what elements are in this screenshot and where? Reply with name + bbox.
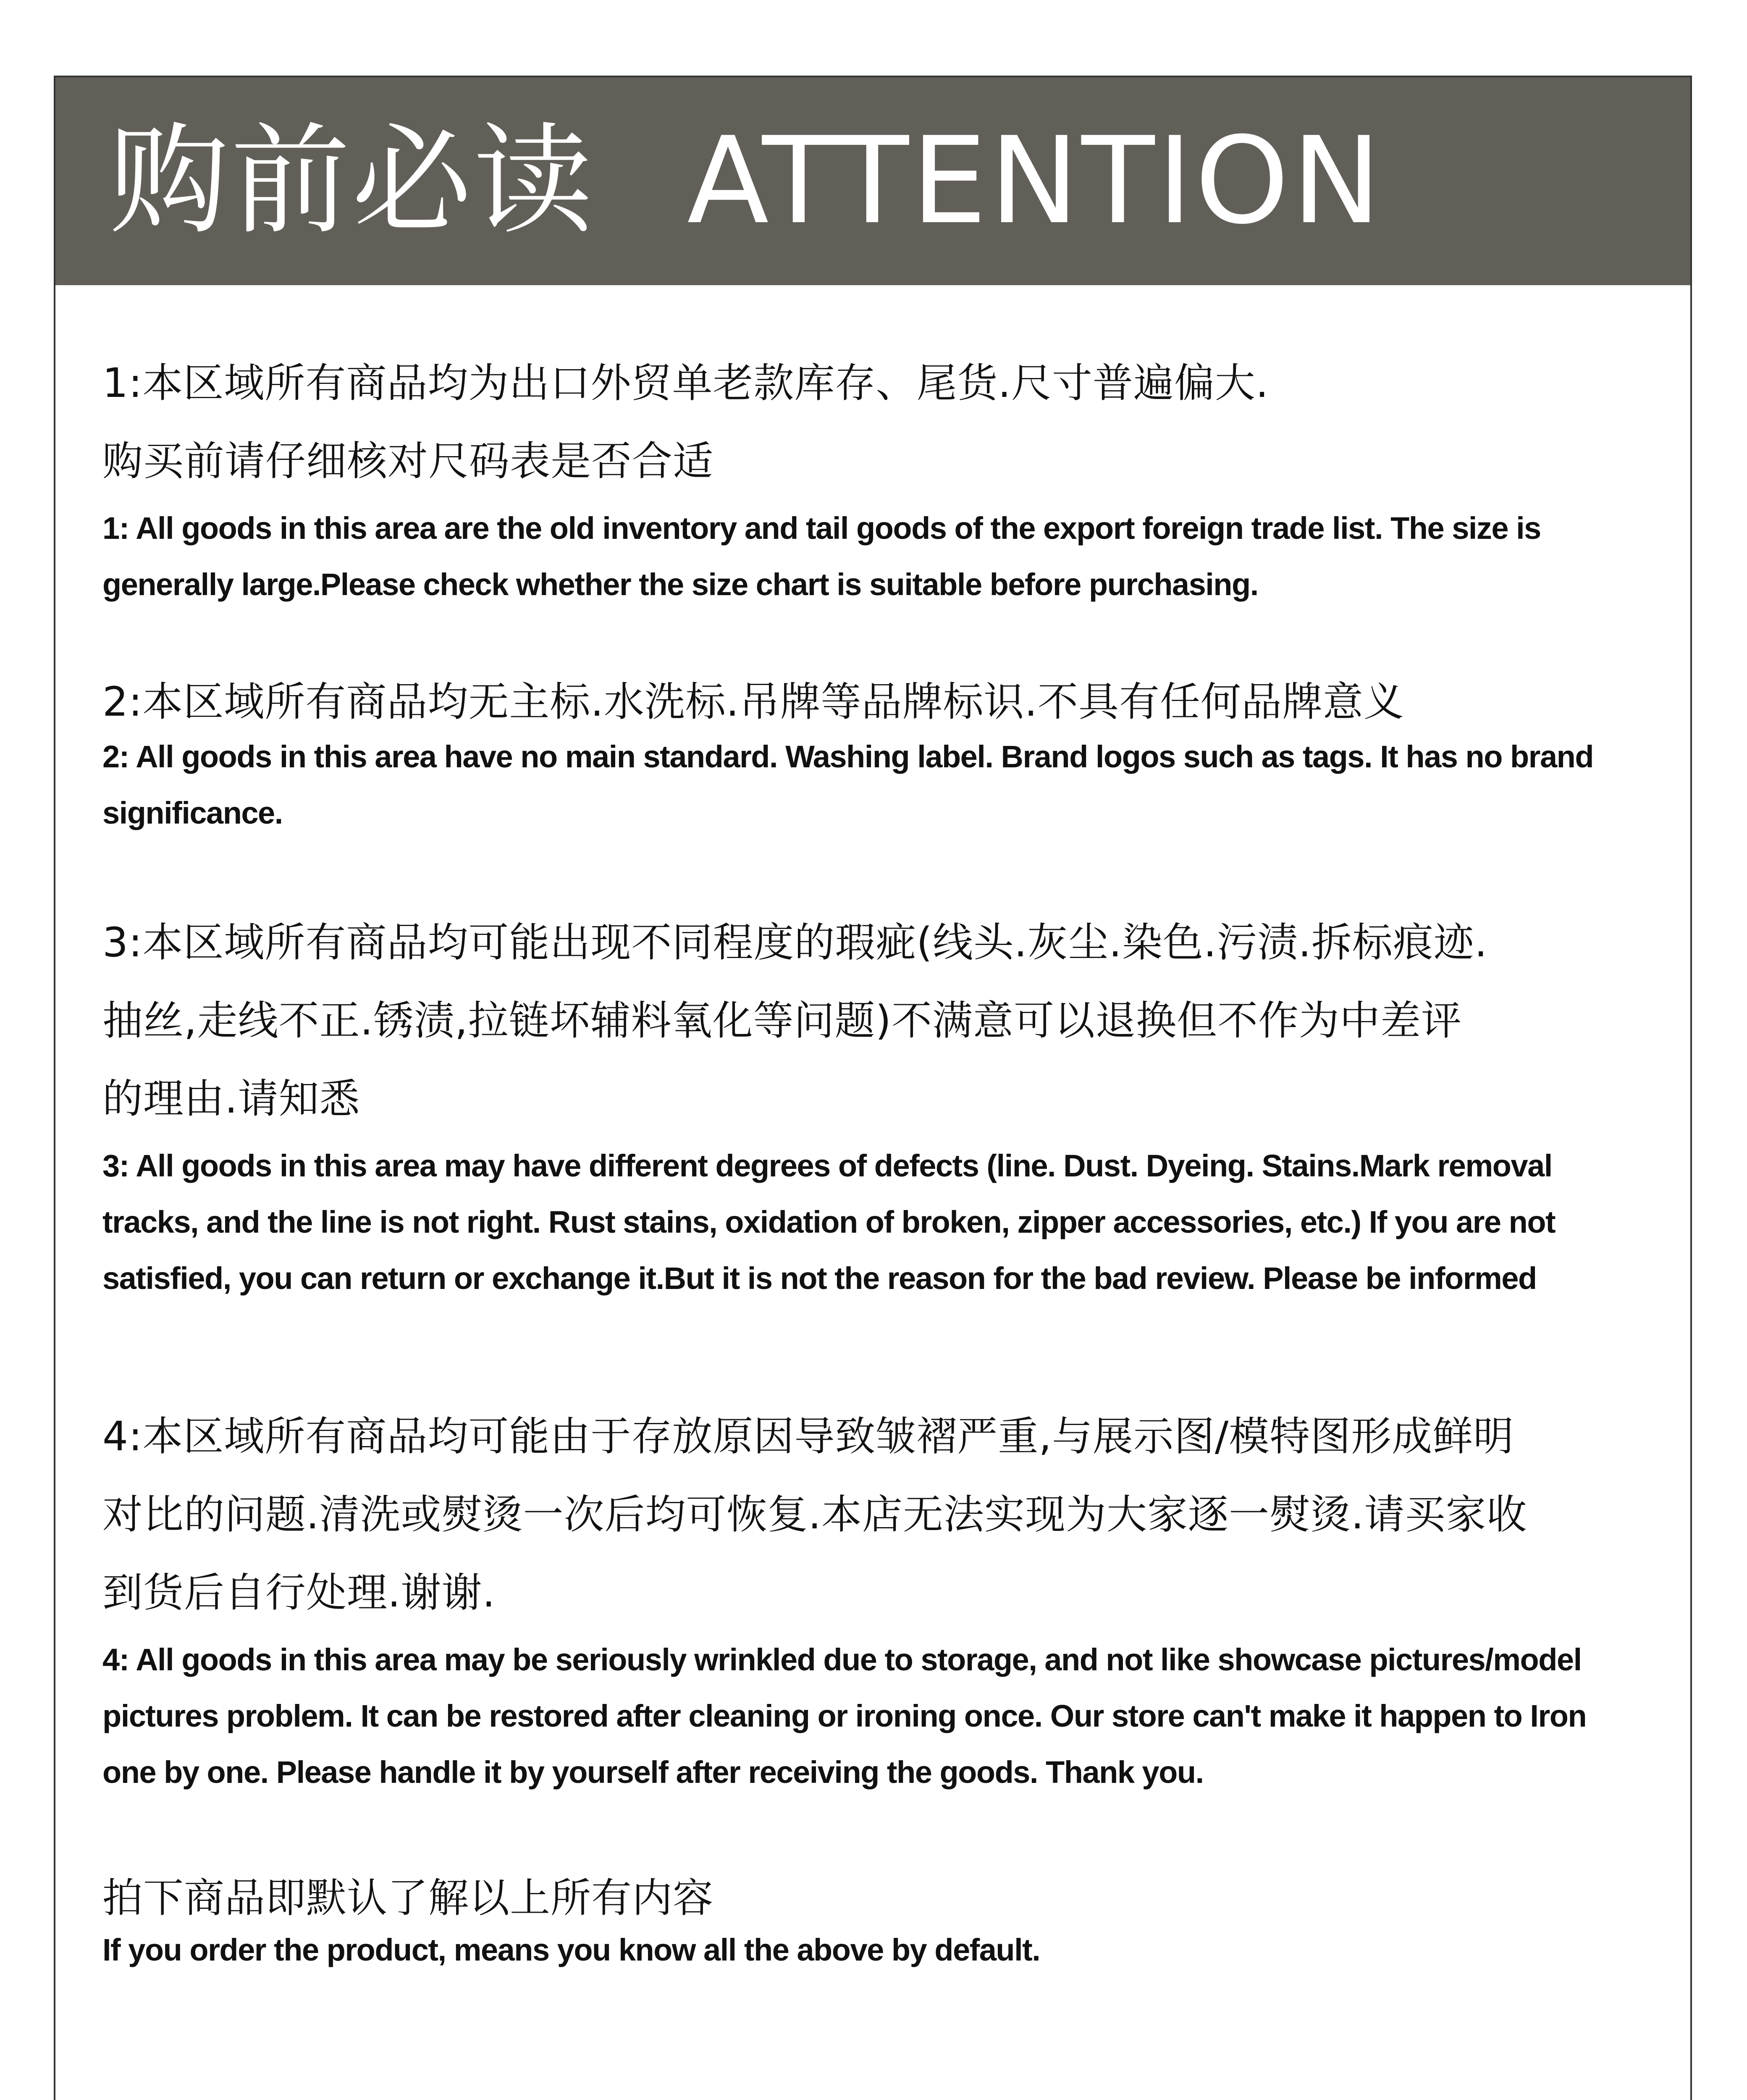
section-3-zh-line-1: 3:本区域所有商品均可能出现不同程度的瑕疵(线头.灰尘.染色.污渍.拆标痕迹. <box>102 919 1488 966</box>
section-4-en: 4: All goods in this area may be seriously wrinkled due to storage, and not like showcase pictures/model pictures problem. It can be restored after cleaning or ironing once. Our store can't make it happen to Iron one by one. Please handle it by yourself after receiving the goods. Thank you. <box>102 1642 1587 1790</box>
section-3-en: 3: All goods in this area may have different degrees of defects (line. Dust. Dyeing. Stains.Mark removal tracks, and the line is not right. Rust stains, oxidation of broken, zipper accessories, etc.) If you are not satisfied, you can return or exchange it.But it is not the reason for the bad review. Please be informed <box>102 1148 1556 1296</box>
section-4-zh-line-1: 4:本区域所有商品均可能由于存放原因导致皱褶严重,与展示图/模特图形成鲜明 <box>102 1413 1514 1460</box>
notice-content <box>55 285 1690 1975</box>
section-2-zh-line-1: 2:本区域所有商品均无主标.水洗标.吊牌等品牌标识.不具有任何品牌意义 <box>102 678 1404 725</box>
notice-section-3 <box>102 903 1643 1307</box>
section-4-zh-line-3: 到货后自行处理.谢谢. <box>102 1569 496 1616</box>
section-3-zh-line-2: 抽丝,走线不正.锈渍,拉链坏辅料氧化等问题)不满意可以退换但不作为中差评 <box>102 997 1462 1044</box>
section-3-zh-line-3: 的理由.请知悉 <box>102 1075 360 1122</box>
header-title-zh: 购前必读 <box>109 111 595 251</box>
section-4-zh-line-2: 对比的问题.清洗或熨烫一次后均可恢复.本店无法实现为大家逐一熨烫.请买家收 <box>102 1491 1527 1538</box>
notice-section-2 <box>102 675 1643 841</box>
section-1-zh-line-2: 购买前请仔细核对尺码表是否合适 <box>102 438 713 485</box>
notice-section-4 <box>102 1397 1643 1801</box>
section-1-zh-line-1: 1:本区域所有商品均为出口外贸单老款库存、尾货.尺寸普遍偏大. <box>102 360 1269 407</box>
header-banner <box>55 77 1690 285</box>
section-5-en: If you order the product, means you know all the above by default. <box>102 1932 1040 1967</box>
section-1-en: 1: All goods in this area are the old inventory and tail goods of the export foreign trade list. The size is generally large.Please check whether the size chart is suitable before purchasing. <box>102 511 1541 602</box>
notice-section-1 <box>102 344 1643 613</box>
header-title-en: ATTENTION <box>687 111 1384 251</box>
notice-frame <box>54 76 1692 2100</box>
notice-section-5 <box>102 1871 1643 1975</box>
section-2-en: 2: All goods in this area have no main standard. Washing label. Brand logos such as tags. It has no brand significance. <box>102 739 1594 830</box>
section-5-zh-line-1: 拍下商品即默认了解以上所有内容 <box>102 1874 713 1922</box>
